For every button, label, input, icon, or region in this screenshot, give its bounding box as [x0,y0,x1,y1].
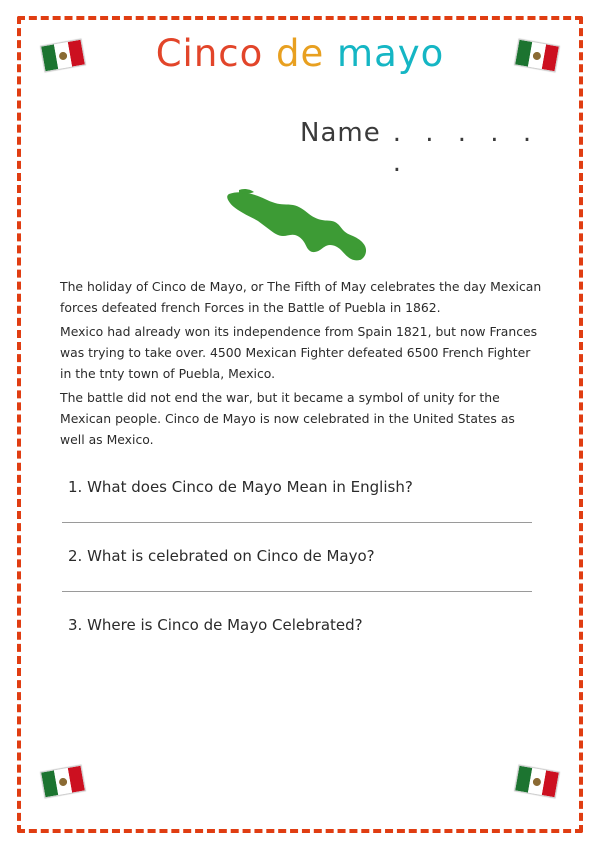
question-item [62,478,540,523]
question-text: 2. What is celebrated on Cinco de Mayo? [68,547,375,565]
passage-paragraph: Mexico had already won its independence from Spain 1821, but now Frances was trying to take over. 4500 Mexican Fighter defeated 6500 French Fighter in the tnty town of Puebla, Mexico. [60,323,538,382]
question-item [62,547,540,592]
title-word-de: de [276,32,325,75]
map-of-mexico-illustration [0,188,600,270]
questions-section [62,478,540,660]
name-dotted-line[interactable]: . . . . . . [392,118,540,178]
name-field[interactable] [300,118,560,178]
title-word-mayo: mayo [337,32,445,75]
mexico-map-icon [225,188,375,266]
answer-line[interactable] [62,522,532,523]
question-item [62,616,540,634]
answer-line[interactable] [62,591,532,592]
question-text: 1. What does Cinco de Mayo Mean in English? [68,478,413,496]
name-label: Name [300,118,381,148]
passage-paragraph: The holiday of Cinco de Mayo, or The Fifth of May celebrates the day Mexican forces defeated french Forces in the Battle of Puebla in 1862. [60,279,542,316]
question-text: 3. Where is Cinco de Mayo Celebrated? [68,616,363,634]
title-word-cinco: Cinco [155,32,264,75]
page-title [0,32,600,75]
passage-paragraph: The battle did not end the war, but it became a symbol of unity for the Mexican people. Cinco de Mayo is now celebrated in the United States as well as Mexico. [60,389,515,448]
reading-passage [60,276,543,453]
